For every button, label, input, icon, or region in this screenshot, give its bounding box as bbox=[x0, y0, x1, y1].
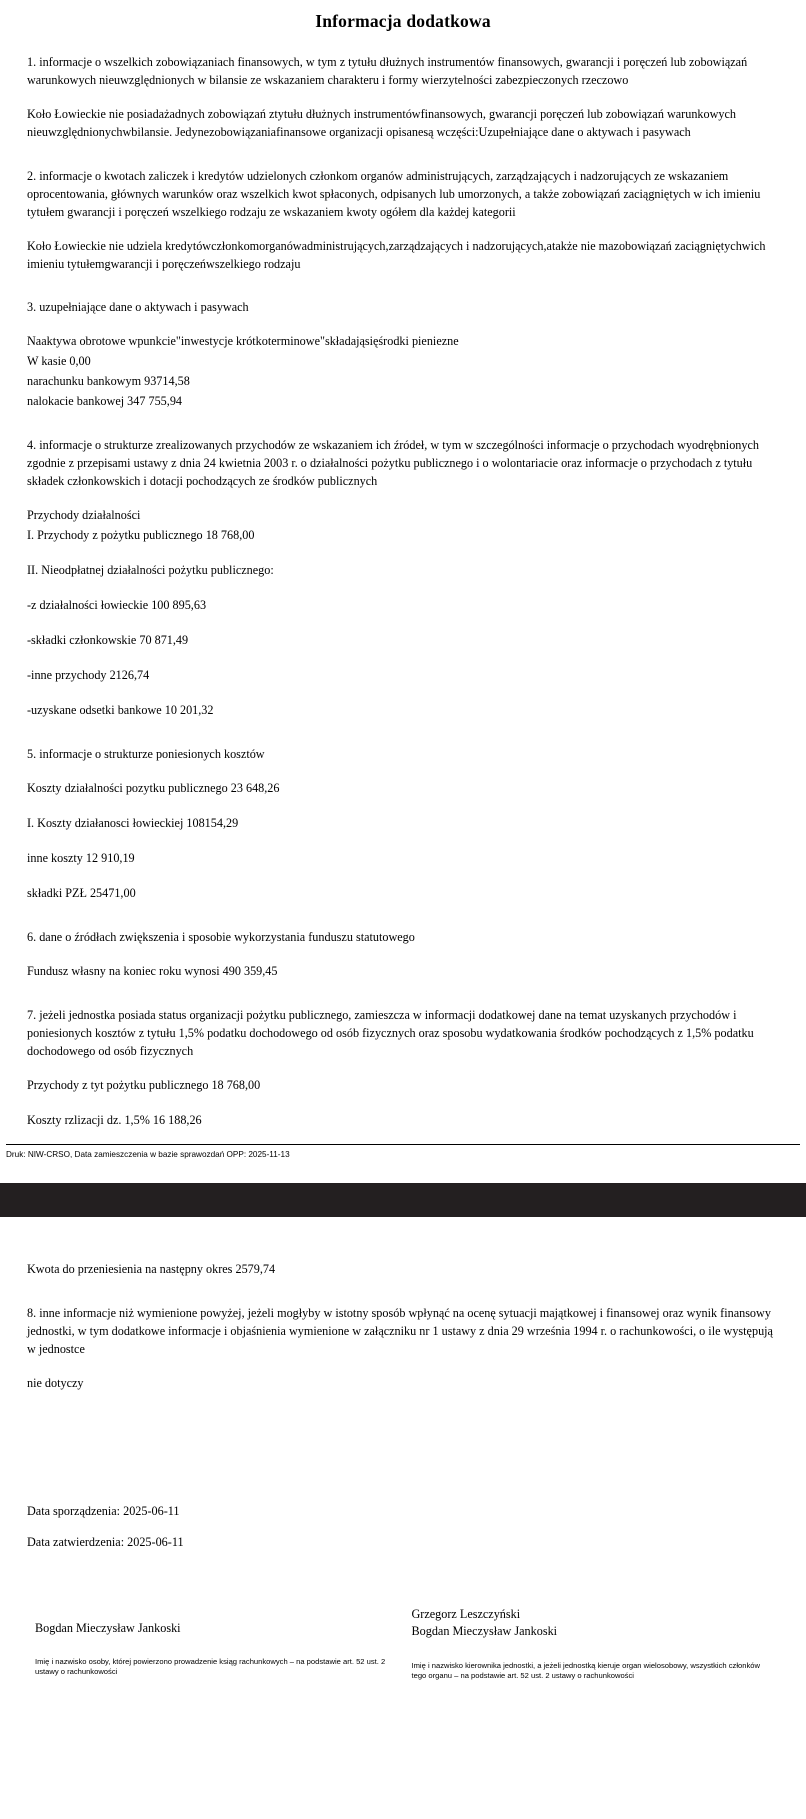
page-title: Informacja dodatkowa bbox=[315, 11, 491, 31]
signature-accountant bbox=[27, 1606, 406, 1681]
section-5-item-3: inne koszty 12 910,19 bbox=[27, 851, 135, 866]
section-7-income-line: Przychody z tyt pożytku publicznego 18 768,00 bbox=[27, 1077, 261, 1092]
section-4-item-1: -z działalności łowieckie 100 895,63 bbox=[27, 597, 207, 612]
section-4-heading-income: Przychody działalności bbox=[27, 507, 141, 522]
signature-management-name-2: Bogdan Mieczysław Jankoski bbox=[411, 1624, 558, 1639]
section-5-item-1: Koszty działalności pozytku publicznego 23 648,26 bbox=[27, 781, 280, 796]
section-3-line-3: narachunku bankowym 93714,58 bbox=[27, 374, 190, 389]
section-7-question: 7. jeżeli jednostka posiada status organizacji pożytku publicznego, zamieszcza w informacji dodatkowej dane na temat uzyskanych przychodów i poniesionych kosztów z tytułu 1,5% podatku dochodowego od osób fizycznych oraz sposobu wydatkowania środków pochodzących z 1,5% podatku dochodowego od osób fizycznych bbox=[27, 1008, 754, 1058]
section-2-question: 2. informacje o kwotach zaliczek i kredytów udzielonych członkom organów administrujących, zarządzających i nadzorujących ze wskazaniem oprocentowania, głównych warunków oraz wszelkich kwot spłaconych, odpisanych lub umorzonych, a także zobowiązań zaciągniętych w ich imieniu tytułem gwarancji i poręczeń wszelkiego rodzaju ze wskazaniem kwoty ogółem dla każdej kategorii bbox=[27, 168, 761, 219]
section-2-answer: Koło Łowieckie nie udziela kredytówczłonkomorganówadministrujących,zarządzających i nadzorujących,atakże nie mazobowiązań zaciągniętychwich imieniu tytułemgwarancji i poręczeńwszelkiego rodzaju bbox=[27, 238, 766, 271]
footer-divider bbox=[6, 1144, 800, 1145]
section-6-question: 6. dane o źródłach zwiększenia i sposobie wykorzystania funduszu statutowego bbox=[27, 930, 415, 945]
section-7-carryover: Kwota do przeniesienia na następny okres 2579,74 bbox=[27, 1262, 276, 1277]
document-body-continued bbox=[0, 1261, 806, 1681]
section-4-item-2: -składki członkowskie 70 871,49 bbox=[27, 632, 189, 647]
section-8-question: 8. inne informacje niż wymienione powyżej, jeżeli mogłyby w istotny sposób wpłynąć na ocenę sytuacji majątkowej i finansowej oraz wynik finansowy jednostki, w tym dodatkowe informacje i objaśnienia wymienione w załączniku nr 1 ustawy z dnia 29 września 1994 r. o rachunkowości, o ile występują w jednostce bbox=[27, 1306, 773, 1357]
page-break-band bbox=[0, 1183, 806, 1217]
section-4-heading-unpaid: II. Nieodpłatnej działalności pożytku publicznego: bbox=[27, 562, 274, 577]
section-3-question: 3. uzupełniające dane o aktywach i pasywach bbox=[27, 300, 249, 315]
date-prepared: Data sporządzenia: 2025-06-11 bbox=[27, 1504, 180, 1519]
section-4-question: 4. informacje o strukturze zrealizowanych przychodów ze wskazaniem ich źródeł, w tym w szczególności informacje o przychodach wyodrębnionych zgodnie z przepisami ustawy z dnia 24 kwietnia 2003 r. o działalności pożytku publicznego i o wolontariacie oraz informacje o przychodach z tytułu składek członkowskich i dotacji pochodzących ze środków publicznych bbox=[27, 438, 759, 488]
signature-block bbox=[27, 1606, 784, 1681]
section-5-item-2: I. Koszty działanosci łowieckiej 108154,29 bbox=[27, 816, 239, 831]
signature-accountant-name: Bogdan Mieczysław Jankoski bbox=[35, 1620, 181, 1635]
signature-line-spacer-left bbox=[27, 1606, 392, 1620]
section-1-answer: Koło Łowieckie nie posiadażadnych zobowiązań ztytułu dłużnych instrumentówfinansowych, gwarancji poręczeń lub zobowiązań warunkowych nieuwzględnionychwbilansie. Jedynezobowiązaniafinansowe organizacji opisanesą wczęści:Uzupełniające dane o aktywach i pasywach bbox=[27, 106, 737, 139]
document-body bbox=[0, 54, 806, 1130]
dates-block bbox=[27, 1502, 784, 1552]
section-4-public-benefit-income: I. Przychody z pożytku publicznego 18 768,00 bbox=[27, 527, 255, 542]
section-7-cost-line: Koszty rzlizacji dz. 1,5% 16 188,26 bbox=[27, 1112, 202, 1127]
signature-accountant-note: Imię i nazwisko osoby, której powierzono prowadzenie ksiąg rachunkowych – na podstawie art. 52 ust. 2 ustawy o rachunkowości bbox=[35, 1657, 386, 1677]
document-page-1 bbox=[0, 11, 806, 1160]
section-3-line-1: Naaktywa obrotowe wpunkcie"inwestycje krótkoterminowe"składająsięśrodki pieniezne bbox=[27, 334, 459, 349]
section-4-item-4: -uzyskane odsetki bankowe 10 201,32 bbox=[27, 702, 214, 717]
section-8-answer: nie dotyczy bbox=[27, 1376, 84, 1391]
document-page-2 bbox=[0, 1217, 806, 1681]
signature-management-note: Imię i nazwisko kierownika jednostki, a jeżeli jednostką kieruje organ wielosobowy, wszystkich członków tego organu – na podstawie art. 52 ust. 2 ustawy o rachunkowości bbox=[411, 1661, 760, 1681]
signature-management-name-1: Grzegorz Leszczyński bbox=[411, 1606, 521, 1621]
section-3-line-2: W kasie 0,00 bbox=[27, 354, 91, 369]
signature-management bbox=[406, 1606, 785, 1681]
layout-spacer bbox=[27, 1393, 784, 1489]
section-1-question: 1. informacje o wszelkich zobowiązaniach finansowych, w tym z tytułu dłużnych instrumentów finansowych, gwarancji i poręczeń lub zobowiązań warunkowych nieuwzględnionych w bilansie ze wskazaniem charakteru i formy wierzytelności zabezpieczonych rzeczowo bbox=[27, 55, 748, 87]
section-3-line-4: nalokacie bankowej 347 755,94 bbox=[27, 394, 183, 409]
section-6-answer: Fundusz własny na koniec roku wynosi 490 359,45 bbox=[27, 964, 278, 979]
section-5-question: 5. informacje o strukturze poniesionych kosztów bbox=[27, 746, 265, 761]
section-4-item-3: -inne przychody 2126,74 bbox=[27, 667, 150, 682]
date-approved: Data zatwierdzenia: 2025-06-11 bbox=[27, 1535, 184, 1550]
section-5-item-4: składki PZŁ 25471,00 bbox=[27, 886, 136, 901]
print-footer: Druk: NIW-CRSO, Data zamieszczenia w bazie sprawozdań OPP: 2025-11-13 bbox=[6, 1149, 290, 1159]
